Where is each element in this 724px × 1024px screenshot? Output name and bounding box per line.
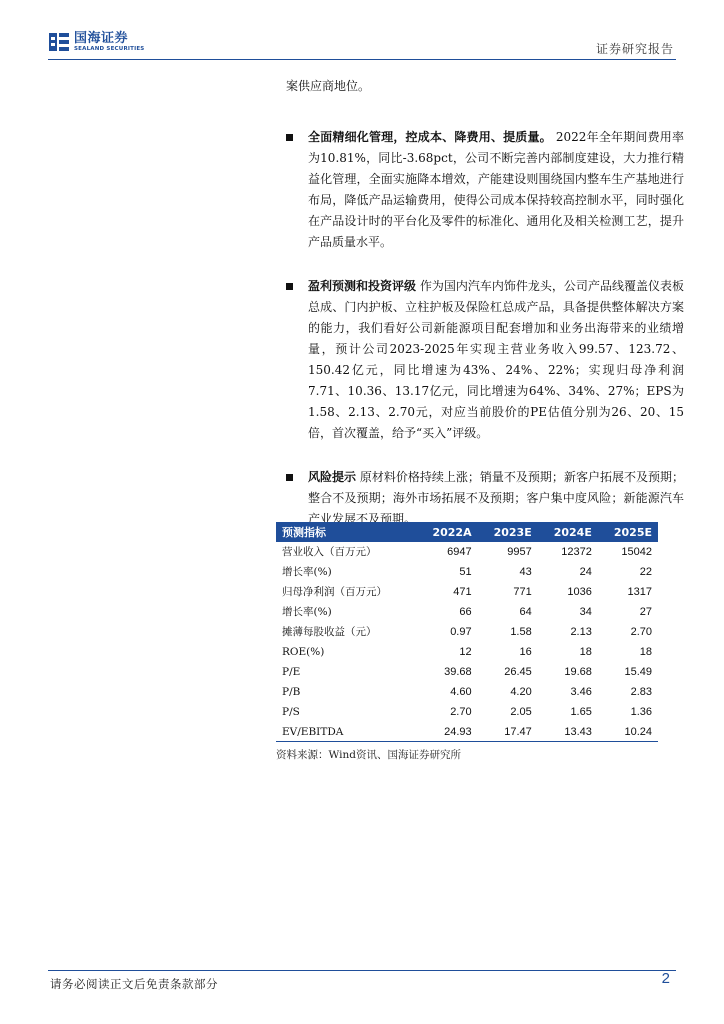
- value-cell: 26.45: [478, 662, 538, 682]
- header-cell: 2022A: [432, 525, 472, 539]
- bullet-heading: 盈利预测和投资评级: [308, 279, 417, 293]
- table-row: [276, 582, 658, 602]
- company-logo: [48, 30, 144, 54]
- header-cell: 2025E: [613, 525, 652, 539]
- value-cell: 4.20: [478, 682, 538, 702]
- square-bullet-icon: [286, 474, 293, 481]
- row-label-cell: 摊薄每股收益（元）: [276, 622, 416, 642]
- logo-text-en: SEALAND SECURITIES: [74, 45, 145, 52]
- square-bullet-icon: [286, 134, 293, 141]
- value-cell: 1.65: [538, 702, 598, 722]
- continued-paragraph: 案供应商地位。: [286, 79, 371, 93]
- row-label-cell: ROE(%): [276, 642, 416, 662]
- table-row: [276, 602, 658, 622]
- main-content: [286, 76, 684, 553]
- value-cell: 2.05: [478, 702, 538, 722]
- value-cell: 471: [416, 582, 477, 602]
- footer-divider: [48, 970, 676, 971]
- forecast-table-section: [276, 522, 658, 762]
- value-cell: 39.68: [416, 662, 477, 682]
- value-cell: 3.46: [538, 682, 598, 702]
- value-cell: 12: [416, 642, 477, 662]
- table-row: [276, 702, 658, 722]
- value-cell: 18: [538, 642, 598, 662]
- bullet-body: 2022年全年期间费用率为10.81%，同比-3.68pct，公司不断完善内部制度建设，大力推行精益化管理，全面实施降本增效，产能建设则围绕国内整车生产基地进行布局，降低产品运输费用，使得公司成本保持较高控制水平，同时强化在产品设计时的平台化及零件的标准化、通用化及相关检测工艺，提升产品质量水平。: [308, 130, 684, 249]
- table-row: [276, 662, 658, 682]
- value-cell: 12372: [538, 542, 598, 562]
- row-label-cell: 增长率(%): [276, 562, 416, 582]
- value-cell: 9957: [478, 542, 538, 562]
- row-label-cell: 归母净利润（百万元）: [276, 582, 416, 602]
- forecast-table: [276, 522, 658, 742]
- value-cell: 1.58: [478, 622, 538, 642]
- value-cell: 24: [538, 562, 598, 582]
- table-row: [276, 722, 658, 742]
- bullet-earnings-forecast: [286, 276, 684, 444]
- value-cell: 17.47: [478, 722, 538, 742]
- row-label-cell: P/S: [276, 702, 416, 722]
- value-cell: 2.70: [598, 622, 658, 642]
- bullet-body: 原材料价格持续上涨；销量不及预期；新客户拓展不及预期；整合不及预期；海外市场拓展不及预期；客户集中度风险；新能源汽车产业发展不及预期。: [308, 470, 684, 526]
- table-row: [276, 542, 658, 562]
- value-cell: 771: [478, 582, 538, 602]
- table-row: [276, 642, 658, 662]
- value-cell: 13.43: [538, 722, 598, 742]
- value-cell: 4.60: [416, 682, 477, 702]
- report-type-label: 证券研究报告: [595, 42, 674, 56]
- value-cell: 1317: [598, 582, 658, 602]
- value-cell: 34: [538, 602, 598, 622]
- page-number: 2: [661, 970, 670, 987]
- value-cell: 66: [416, 602, 477, 622]
- value-cell: 1036: [538, 582, 598, 602]
- value-cell: 64: [478, 602, 538, 622]
- value-cell: 15042: [598, 542, 658, 562]
- value-cell: 6947: [416, 542, 477, 562]
- row-label-cell: 增长率(%): [276, 602, 416, 622]
- bullet-heading: 风险提示: [308, 470, 357, 484]
- logo-text-cn: 国海证券: [74, 30, 129, 46]
- value-cell: 15.49: [598, 662, 658, 682]
- value-cell: 19.68: [538, 662, 598, 682]
- bullet-risk-warning: [286, 467, 684, 530]
- table-row: [276, 622, 658, 642]
- header-cell: 2023E: [493, 525, 532, 539]
- row-label-cell: P/B: [276, 682, 416, 702]
- value-cell: 2.13: [538, 622, 598, 642]
- table-source-note: 资料来源：Wind资讯、国海证券研究所: [276, 749, 461, 761]
- value-cell: 24.93: [416, 722, 477, 742]
- header-cell: 预测指标: [282, 526, 326, 539]
- value-cell: 2.70: [416, 702, 477, 722]
- bullet-heading: 全面精细化管理，控成本、降费用、提质量。: [308, 130, 552, 144]
- table-header-row: [276, 522, 658, 542]
- row-label-cell: EV/EBITDA: [276, 722, 416, 742]
- value-cell: 1.36: [598, 702, 658, 722]
- value-cell: 43: [478, 562, 538, 582]
- value-cell: 27: [598, 602, 658, 622]
- value-cell: 18: [598, 642, 658, 662]
- table-row: [276, 682, 658, 702]
- header-cell: 2024E: [553, 525, 592, 539]
- page-header: [0, 0, 724, 62]
- row-label-cell: 营业收入（百万元）: [276, 542, 416, 562]
- table-row: [276, 562, 658, 582]
- logo-icon: [48, 31, 70, 53]
- value-cell: 10.24: [598, 722, 658, 742]
- bullet-body: 作为国内汽车内饰件龙头，公司产品线覆盖仪表板总成、门内护板、立柱护板及保险杠总成产品，具备提供整体解决方案的能力，我们看好公司新能源项目配套增加和业务出海带来的业绩增量，预计公司2023-2025年实现主营业务收入99.57、123.72、150.42亿元，同比增速为43%、24%、22%；实现归母净利润7.71、10.36、13.17亿元，同比增速为64%、34%、27%；EPS为1.58、2.13、2.70元，对应当前股价的PE估值分别为26、20、15倍，首次覆盖，给予“买入”评级。: [308, 279, 684, 440]
- value-cell: 2.83: [598, 682, 658, 702]
- row-label-cell: P/E: [276, 662, 416, 682]
- footer-disclaimer: 请务必阅读正文后免责条款部分: [50, 977, 218, 991]
- value-cell: 51: [416, 562, 477, 582]
- value-cell: 16: [478, 642, 538, 662]
- square-bullet-icon: [286, 283, 293, 290]
- value-cell: 22: [598, 562, 658, 582]
- value-cell: 0.97: [416, 622, 477, 642]
- header-divider: [48, 59, 676, 60]
- bullet-cost-management: [286, 127, 684, 253]
